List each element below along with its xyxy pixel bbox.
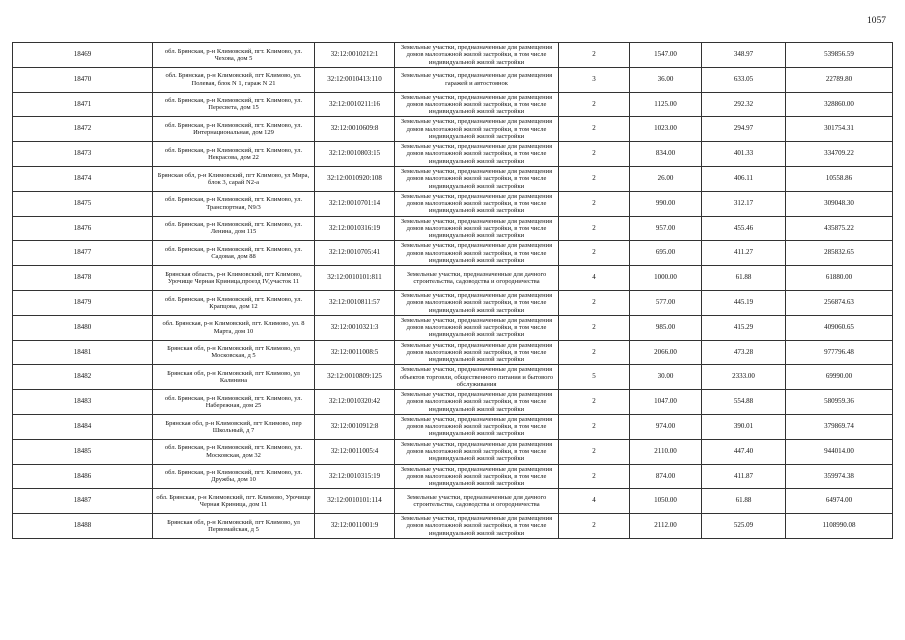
cadastral-number-cell: 32:12:0010315:19 [315, 464, 395, 489]
record-number-cell: 18470 [13, 67, 153, 92]
area-cell: 1000.00 [630, 266, 702, 291]
cadastral-value-cell: 379869.74 [786, 414, 893, 439]
land-use-purpose-cell: Земельные участки, предназначенные для размещения домов малоэтажной жилой застройки, в том числе индивидуальной жилой застройки [395, 464, 559, 489]
specific-value-cell: 390.01 [702, 414, 786, 439]
specific-value-cell: 294.97 [702, 117, 786, 142]
use-group-cell: 2 [559, 191, 630, 216]
specific-value-cell: 445.19 [702, 290, 786, 315]
address-cell: обл. Брянская, р-н Климовский, пгт. Климово, Урочище Черная Криница, дом 11 [153, 489, 315, 514]
use-group-cell: 4 [559, 266, 630, 291]
specific-value-cell: 455.46 [702, 216, 786, 241]
cadastral-value-cell: 22789.80 [786, 67, 893, 92]
area-cell: 1547.00 [630, 43, 702, 68]
record-number-cell: 18476 [13, 216, 153, 241]
table-row [13, 439, 893, 464]
address-cell: обл. Брянская, р-н Климовский, пгт. Климово, ул. Транспортная, N9/3 [153, 191, 315, 216]
cadastral-value-cell: 977796.48 [786, 340, 893, 365]
address-cell: Брянская обл, р-н Климовский, пгт Климово, ул Мира, блок 3, сарай N2-а [153, 166, 315, 191]
use-group-cell: 2 [559, 216, 630, 241]
record-number-cell: 18484 [13, 414, 153, 439]
area-cell: 1047.00 [630, 390, 702, 415]
address-cell: обл. Брянская, р-н Климовский, пгт. Климово, ул. Садовая, дом 88 [153, 241, 315, 266]
cadastral-value-cell: 69990.00 [786, 365, 893, 390]
area-cell: 26.00 [630, 166, 702, 191]
address-cell: обл. Брянская, р-н Климовский, пгт. Климово, ул. Чехова, дом 5 [153, 43, 315, 68]
specific-value-cell: 447.40 [702, 439, 786, 464]
address-cell: обл. Брянская, р-н Климовский, пгт. Климово, ул. Некрасова, дом 22 [153, 142, 315, 167]
table-row [13, 365, 893, 390]
cadastral-number-cell: 32:12:0010320:42 [315, 390, 395, 415]
cadastral-number-cell: 32:12:0010809:125 [315, 365, 395, 390]
cadastral-number-cell: 32:12:0010920:108 [315, 166, 395, 191]
table-row [13, 390, 893, 415]
table-row [13, 464, 893, 489]
area-cell: 36.00 [630, 67, 702, 92]
specific-value-cell: 348.97 [702, 43, 786, 68]
land-use-purpose-cell: Земельные участки, предназначенные для размещения домов малоэтажной жилой застройки, в том числе индивидуальной жилой застройки [395, 414, 559, 439]
specific-value-cell: 401.33 [702, 142, 786, 167]
land-use-purpose-cell: Земельные участки, предназначенные для дачного строительства, садоводства и огородничества [395, 489, 559, 514]
table-row [13, 489, 893, 514]
table-row [13, 67, 893, 92]
specific-value-cell: 2333.00 [702, 365, 786, 390]
use-group-cell: 2 [559, 439, 630, 464]
use-group-cell: 2 [559, 290, 630, 315]
specific-value-cell: 633.05 [702, 67, 786, 92]
area-cell: 874.00 [630, 464, 702, 489]
land-use-purpose-cell: Земельные участки, предназначенные для дачного строительства, садоводства и огородничества [395, 266, 559, 291]
table-row [13, 191, 893, 216]
specific-value-cell: 554.88 [702, 390, 786, 415]
table-row [13, 43, 893, 68]
cadastral-value-cell: 10558.86 [786, 166, 893, 191]
cadastral-value-cell: 435875.22 [786, 216, 893, 241]
record-number-cell: 18471 [13, 92, 153, 117]
record-number-cell: 18469 [13, 43, 153, 68]
land-use-purpose-cell: Земельные участки, предназначенные для размещения домов малоэтажной жилой застройки, в том числе индивидуальной жилой застройки [395, 315, 559, 340]
land-use-purpose-cell: Земельные участки, предназначенные для размещения домов малоэтажной жилой застройки, в том числе индивидуальной жилой застройки [395, 43, 559, 68]
record-number-cell: 18486 [13, 464, 153, 489]
specific-value-cell: 411.27 [702, 241, 786, 266]
cadastral-value-cell: 944014.00 [786, 439, 893, 464]
area-cell: 30.00 [630, 365, 702, 390]
land-use-purpose-cell: Земельные участки, предназначенные для размещения объектов торговли, общественного питания и бытового обслуживания [395, 365, 559, 390]
cadastral-number-cell: 32:12:0010413:110 [315, 67, 395, 92]
page-number: 1057 [867, 16, 886, 26]
table-row [13, 166, 893, 191]
address-cell: Брянская обл, р-н Климовский, пгт Климово, ул Калинина [153, 365, 315, 390]
address-cell: Брянская обл, р-н Климовский, пгт Климово, ул Московская, д 5 [153, 340, 315, 365]
use-group-cell: 2 [559, 142, 630, 167]
record-number-cell: 18481 [13, 340, 153, 365]
cadastral-number-cell: 32:12:0010705:41 [315, 241, 395, 266]
area-cell: 985.00 [630, 315, 702, 340]
cadastral-number-cell: 32:12:0010803:15 [315, 142, 395, 167]
table-row [13, 315, 893, 340]
cadastral-value-cell: 1108990.08 [786, 514, 893, 539]
area-cell: 2066.00 [630, 340, 702, 365]
area-cell: 577.00 [630, 290, 702, 315]
address-cell: обл. Брянская, р-н Климовский, пгт. Климово, ул. Московская, дом 32 [153, 439, 315, 464]
land-use-purpose-cell: Земельные участки, предназначенные для размещения домов малоэтажной жилой застройки, в том числе индивидуальной жилой застройки [395, 241, 559, 266]
address-cell: Брянская обл, р-н Климовский, пгт Климово, пер Школьный, д 7 [153, 414, 315, 439]
address-cell: обл. Брянская, р-н Климовский, пгт. Климово, ул. Дружбы, дом 10 [153, 464, 315, 489]
use-group-cell: 2 [559, 92, 630, 117]
cadastral-number-cell: 32:12:0011008:5 [315, 340, 395, 365]
cadastral-value-cell: 61880.00 [786, 266, 893, 291]
table-row [13, 142, 893, 167]
cadastral-register-table [12, 42, 893, 539]
area-cell: 2110.00 [630, 439, 702, 464]
record-number-cell: 18475 [13, 191, 153, 216]
use-group-cell: 2 [559, 241, 630, 266]
land-use-purpose-cell: Земельные участки, предназначенные для размещения домов малоэтажной жилой застройки, в том числе индивидуальной жилой застройки [395, 191, 559, 216]
address-cell: обл. Брянская, р-н Климовский, пгт. Климово, ул. Крапцова, дом 12 [153, 290, 315, 315]
cadastral-number-cell: 32:12:0010811:57 [315, 290, 395, 315]
record-number-cell: 18480 [13, 315, 153, 340]
specific-value-cell: 415.29 [702, 315, 786, 340]
cadastral-number-cell: 32:12:0010101:114 [315, 489, 395, 514]
use-group-cell: 2 [559, 514, 630, 539]
cadastral-value-cell: 301754.31 [786, 117, 893, 142]
cadastral-number-cell: 32:12:0010701:14 [315, 191, 395, 216]
table-row [13, 117, 893, 142]
cadastral-number-cell: 32:12:0011001:9 [315, 514, 395, 539]
land-use-purpose-cell: Земельные участки, предназначенные для размещения домов малоэтажной жилой застройки, в том числе индивидуальной жилой застройки [395, 439, 559, 464]
cadastral-value-cell: 409060.65 [786, 315, 893, 340]
record-number-cell: 18474 [13, 166, 153, 191]
land-use-purpose-cell: Земельные участки, предназначенные для размещения домов малоэтажной жилой застройки, в том числе индивидуальной жилой застройки [395, 390, 559, 415]
table-row [13, 241, 893, 266]
record-number-cell: 18479 [13, 290, 153, 315]
cadastral-number-cell: 32:12:0010211:16 [315, 92, 395, 117]
record-number-cell: 18487 [13, 489, 153, 514]
land-use-purpose-cell: Земельные участки, предназначенные для размещения домов малоэтажной жилой застройки, в том числе индивидуальной жилой застройки [395, 290, 559, 315]
table-row [13, 92, 893, 117]
area-cell: 2112.00 [630, 514, 702, 539]
cadastral-value-cell: 309048.30 [786, 191, 893, 216]
area-cell: 1050.00 [630, 489, 702, 514]
address-cell: Брянская обл, р-н Климовский, пгт Климово, ул Первомайская, д 5 [153, 514, 315, 539]
cadastral-number-cell: 32:12:0010321:3 [315, 315, 395, 340]
land-use-purpose-cell: Земельные участки, предназначенные для размещения домов малоэтажной жилой застройки, в том числе индивидуальной жилой застройки [395, 142, 559, 167]
use-group-cell: 2 [559, 315, 630, 340]
address-cell: Брянская область, р-н Климовский, пгт Климово, Урочище Черная Криница,проезд IV,участок 11 [153, 266, 315, 291]
land-use-purpose-cell: Земельные участки, предназначенные для размещения домов малоэтажной жилой застройки, в том числе индивидуальной жилой застройки [395, 166, 559, 191]
area-cell: 1023.00 [630, 117, 702, 142]
use-group-cell: 2 [559, 340, 630, 365]
table-row [13, 414, 893, 439]
record-number-cell: 18483 [13, 390, 153, 415]
record-number-cell: 18488 [13, 514, 153, 539]
register-rows [13, 43, 893, 539]
cadastral-number-cell: 32:12:0010212:1 [315, 43, 395, 68]
cadastral-value-cell: 285832.65 [786, 241, 893, 266]
cadastral-number-cell: 32:12:0011005:4 [315, 439, 395, 464]
area-cell: 1125.00 [630, 92, 702, 117]
cadastral-number-cell: 32:12:0010609:8 [315, 117, 395, 142]
area-cell: 695.00 [630, 241, 702, 266]
land-use-purpose-cell: Земельные участки, предназначенные для размещения домов малоэтажной жилой застройки, в том числе индивидуальной жилой застройки [395, 340, 559, 365]
address-cell: обл. Брянская, р-н Климовский, пгт. Климово, ул. Ленина, дом 115 [153, 216, 315, 241]
use-group-cell: 3 [559, 67, 630, 92]
table-row [13, 266, 893, 291]
area-cell: 834.00 [630, 142, 702, 167]
land-use-purpose-cell: Земельные участки, предназначенные для размещения домов малоэтажной жилой застройки, в том числе индивидуальной жилой застройки [395, 216, 559, 241]
specific-value-cell: 61.88 [702, 266, 786, 291]
land-use-purpose-cell: Земельные участки, предназначенные для размещения домов малоэтажной жилой застройки, в том числе индивидуальной жилой застройки [395, 117, 559, 142]
record-number-cell: 18473 [13, 142, 153, 167]
address-cell: обл. Брянская, р-н Климовский, пгт. Климово, ул. 8 Марта, дом 10 [153, 315, 315, 340]
use-group-cell: 5 [559, 365, 630, 390]
use-group-cell: 2 [559, 166, 630, 191]
area-cell: 974.00 [630, 414, 702, 439]
area-cell: 990.00 [630, 191, 702, 216]
specific-value-cell: 292.32 [702, 92, 786, 117]
table-row [13, 514, 893, 539]
land-use-purpose-cell: Земельные участки, предназначенные для размещения домов малоэтажной жилой застройки, в том числе индивидуальной жилой застройки [395, 514, 559, 539]
use-group-cell: 2 [559, 414, 630, 439]
cadastral-number-cell: 32:12:0010101:811 [315, 266, 395, 291]
specific-value-cell: 473.28 [702, 340, 786, 365]
cadastral-value-cell: 580959.36 [786, 390, 893, 415]
address-cell: обл. Брянская, р-н Климовский, пгт Климово, ул. Полевая, блок N 1, гараж N 21 [153, 67, 315, 92]
specific-value-cell: 312.17 [702, 191, 786, 216]
cadastral-number-cell: 32:12:0010912:8 [315, 414, 395, 439]
use-group-cell: 4 [559, 489, 630, 514]
land-use-purpose-cell: Земельные участки, предназначенные для размещения домов малоэтажной жилой застройки, в том числе индивидуальной жилой застройки [395, 92, 559, 117]
cadastral-value-cell: 256874.63 [786, 290, 893, 315]
record-number-cell: 18472 [13, 117, 153, 142]
cadastral-number-cell: 32:12:0010316:19 [315, 216, 395, 241]
cadastral-value-cell: 328860.00 [786, 92, 893, 117]
specific-value-cell: 525.09 [702, 514, 786, 539]
record-number-cell: 18482 [13, 365, 153, 390]
address-cell: обл. Брянская, р-н Климовский, пгт. Климово, ул. Набережная, дом 25 [153, 390, 315, 415]
use-group-cell: 2 [559, 43, 630, 68]
record-number-cell: 18477 [13, 241, 153, 266]
record-number-cell: 18478 [13, 266, 153, 291]
address-cell: обл. Брянская, р-н Климовский, пгт. Климово, ул. Пересвета, дом 15 [153, 92, 315, 117]
table-row [13, 340, 893, 365]
record-number-cell: 18485 [13, 439, 153, 464]
specific-value-cell: 61.88 [702, 489, 786, 514]
use-group-cell: 2 [559, 117, 630, 142]
cadastral-value-cell: 359974.38 [786, 464, 893, 489]
table-row [13, 216, 893, 241]
use-group-cell: 2 [559, 390, 630, 415]
specific-value-cell: 406.11 [702, 166, 786, 191]
address-cell: обл. Брянская, р-н Климовский, пгт. Климово, ул. Интернациональная, дом 129 [153, 117, 315, 142]
use-group-cell: 2 [559, 464, 630, 489]
cadastral-value-cell: 539856.59 [786, 43, 893, 68]
cadastral-value-cell: 334709.22 [786, 142, 893, 167]
land-use-purpose-cell: Земельные участки, предназначенные для размещения гаражей и автостоянок [395, 67, 559, 92]
specific-value-cell: 411.87 [702, 464, 786, 489]
cadastral-value-cell: 64974.00 [786, 489, 893, 514]
table-row [13, 290, 893, 315]
area-cell: 957.00 [630, 216, 702, 241]
